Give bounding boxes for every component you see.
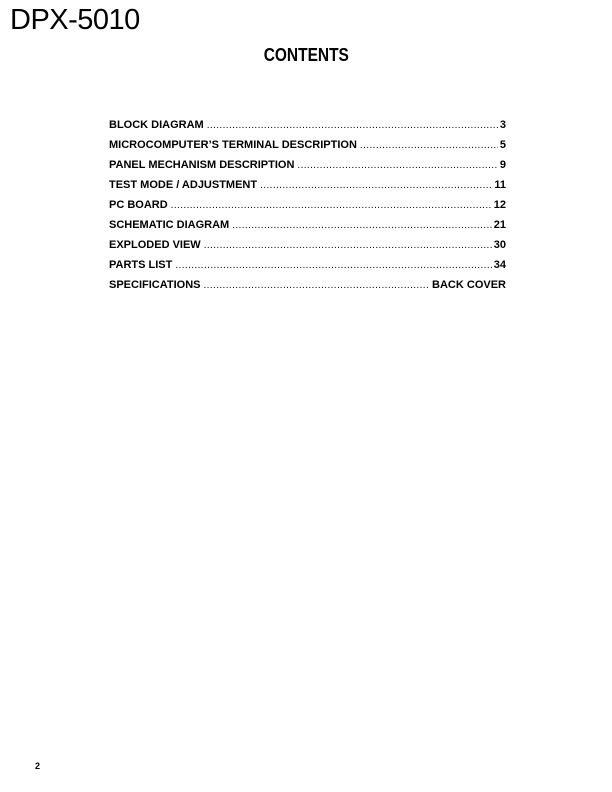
toc-entry-title: SCHEMATIC DIAGRAM [109, 219, 230, 231]
toc-entry-title: BLOCK DIAGRAM [109, 119, 204, 131]
page-number: 2 [35, 761, 41, 771]
toc-entry-pc-board[interactable] [109, 199, 506, 219]
toc-entry-title: TEST MODE / ADJUSTMENT [109, 179, 258, 191]
toc-entry-page: 34 [493, 259, 506, 271]
toc-entry-page: 5 [499, 139, 506, 151]
toc-entry-page: 21 [493, 219, 506, 231]
toc-entry-exploded-view[interactable] [109, 239, 506, 259]
toc-entry-panel-mechanism-description[interactable] [109, 159, 506, 179]
toc-entry-block-diagram[interactable] [109, 119, 506, 139]
toc-entry-title: EXPLODED VIEW [109, 239, 201, 251]
toc-entry-page: 9 [499, 159, 506, 171]
toc-entry-page: 30 [493, 239, 506, 251]
toc-entry-title: PARTS LIST [109, 259, 173, 271]
dot-leader [171, 200, 492, 211]
toc-entry-schematic-diagram[interactable] [109, 219, 506, 239]
toc-entry-parts-list[interactable] [109, 259, 506, 279]
dot-leader [175, 260, 491, 271]
toc-entry-microcomputer-terminal-description[interactable] [109, 139, 506, 159]
dot-leader [297, 160, 497, 171]
dot-leader [232, 220, 492, 231]
dot-leader [203, 280, 430, 291]
dot-leader [360, 140, 498, 151]
toc-entry-specifications[interactable] [109, 279, 506, 299]
toc-entry-title: SPECIFICATIONS [109, 279, 201, 291]
dot-leader [207, 120, 498, 131]
toc-entry-title: PC BOARD [109, 199, 168, 211]
toc-entry-title: PANEL MECHANISM DESCRIPTION [109, 159, 295, 171]
toc-entry-page: 12 [493, 199, 506, 211]
dot-leader [204, 240, 492, 251]
toc-entry-test-mode-adjustment[interactable] [109, 179, 506, 199]
toc-entry-page: 11 [494, 179, 506, 191]
toc-entry-page: BACK COVER [432, 279, 506, 291]
table-of-contents [109, 119, 506, 299]
page-title: CONTENTS [263, 45, 349, 65]
toc-entry-page: 3 [499, 119, 506, 131]
toc-entry-title: MICROCOMPUTER’S TERMINAL DESCRIPTION [109, 139, 357, 151]
dot-leader [260, 180, 492, 191]
model-name: DPX-5010 [10, 4, 140, 36]
